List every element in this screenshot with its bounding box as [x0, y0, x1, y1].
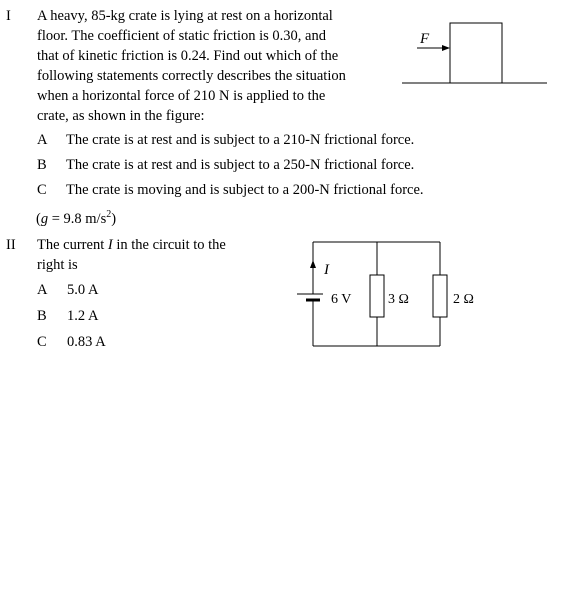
q2-option-c-text: 0.83 A	[67, 334, 106, 350]
force-label: F	[420, 31, 430, 47]
q2-line-1-var: I	[107, 237, 113, 253]
q2-option-a-text: 5.0 A	[67, 282, 99, 298]
q1-line-2: floor. The coefficient of static friction is 0.30, and	[37, 28, 326, 44]
q1-option-a-text: The crate is at rest and is subject to a 210-N frictional force.	[66, 132, 415, 148]
q2-option-b-text: 1.2 A	[67, 308, 99, 324]
battery-label: 6 V	[331, 292, 352, 307]
gravity-exponent: 2	[106, 209, 112, 220]
resistor-3-ohm-label: 3 Ω	[388, 292, 409, 307]
q1-option-b-text: The crate is at rest and is subject to a 250-N frictional force.	[66, 157, 415, 173]
q2-option-a-letter: A	[37, 282, 48, 298]
q2-line-2: right is	[37, 257, 78, 273]
q1-line-5: when a horizontal force of 210 N is applied to the	[37, 88, 326, 104]
q1-line-4: following statements correctly describes the situation	[37, 68, 346, 84]
q2-option-c-letter: C	[37, 334, 47, 350]
q1-line-6: crate, as shown in the figure:	[37, 108, 205, 124]
gravity-note: (g = 9.8 $m/s^2$)	[36, 209, 117, 227]
crate-figure	[395, 18, 555, 90]
q1-option-a-letter: A	[37, 132, 48, 148]
q2-line-1-pre: The current	[37, 237, 108, 253]
crate-box	[450, 23, 502, 83]
q1-option-c-letter: C	[37, 182, 47, 198]
q1-line-1: A heavy, 85-kg crate is lying at rest on a horizontal	[37, 8, 333, 24]
q1-option-c-text: The crate is moving and is subject to a 200-N frictional force.	[66, 182, 424, 198]
q1-line-3: that of kinetic friction is 0.24. Find out which of the	[37, 48, 339, 64]
q2-line-1	[37, 235, 226, 255]
q2-option-b-letter: B	[37, 308, 47, 324]
question-2-number: II	[6, 237, 16, 253]
current-arrowhead	[310, 260, 316, 268]
current-label: I	[324, 262, 329, 278]
resistor-2-ohm	[433, 275, 447, 317]
question-1-number: I	[6, 8, 11, 24]
force-arrowhead	[442, 45, 450, 51]
circuit-diagram	[290, 230, 490, 355]
q2-line-1-post: in the circuit to the	[112, 237, 226, 253]
q1-option-b-letter: B	[37, 157, 47, 173]
gravity-var: g	[40, 210, 49, 227]
resistor-2-ohm-label: 2 Ω	[453, 292, 474, 307]
gravity-value: = 9.8 m/s	[48, 210, 107, 227]
resistor-3-ohm	[370, 275, 384, 317]
